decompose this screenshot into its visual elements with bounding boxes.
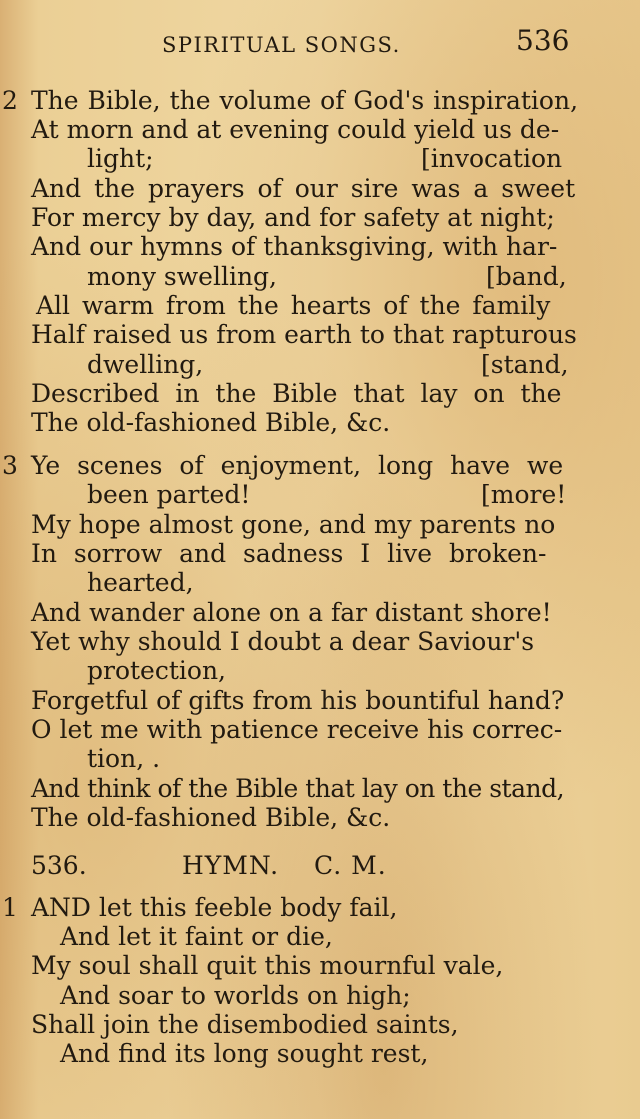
hymn-line: Shall join the disembodied saints, [31,1010,459,1039]
verse-line: And the prayers of our sire was a sweet [31,174,576,203]
verse-line: protection, [87,656,226,685]
verse-line: The old-fashioned Bible, &c. [31,803,391,832]
verse-line: The Bible, the volume of God's inspiration, [31,86,579,115]
page-number: 536 [516,24,570,57]
verse-number: 2 [2,86,18,115]
verse-number: 3 [2,451,18,480]
hymn-line: And find its long sought rest, [60,1039,429,1068]
hymn-line: And soar to worlds on high; [60,981,411,1010]
verse-line: Described in the Bible that lay on the [31,379,562,408]
hymn-meter: C. M. [314,851,387,880]
hymn-line: And let it faint or die, [60,922,333,951]
verse-line: [invocation [421,144,563,173]
verse-line: My hope almost gone, and my parents no [31,510,556,539]
verse-line: The old-fashioned Bible, &c. [31,408,391,437]
verse-line: At morn and at evening could yield us de- [31,115,560,144]
verse-line: dwelling, [87,350,204,379]
verse-line: mony swelling, [87,262,277,291]
hymn-number: 536. [31,851,87,880]
verse-line: In sorrow and sadness I live broken- [31,539,547,568]
verse-line: [stand, [481,350,569,379]
verse-line: And wander alone on a far distant shore! [31,598,552,627]
verse-line: tion, . [87,744,161,773]
verse-line: And think of the Bible that lay on the stand, [31,774,565,803]
verse-line: light; [87,144,154,173]
verse-line: hearted, [87,568,194,597]
verse-line: All warm from the hearts of the family [36,291,551,320]
verse-line: Yet why should I doubt a dear Saviour's [31,627,535,656]
hymn-title: HYMN. [182,851,280,880]
verse-line: For mercy by day, and for safety at night; [31,203,555,232]
hymn-line: My soul shall quit this mournful vale, [31,951,504,980]
verse-line: been parted! [87,480,251,509]
running-title: SPIRITUAL SONGS. [162,33,401,57]
verse-line: [band, [486,262,567,291]
verse-number: 1 [2,893,18,922]
verse-line: Forgetful of gifts from his bountiful hand? [31,686,565,715]
hymn-line: AND let this feeble body fail, [31,893,398,922]
verse-line: Half raised us from earth to that rapturous [31,320,577,349]
verse-line: O let me with patience receive his correc- [31,715,563,744]
verse-line: And our hymns of thanksgiving, with har- [31,232,558,261]
verse-line: Ye scenes of enjoyment, long have we [31,451,564,480]
verse-line: [more! [481,480,567,509]
